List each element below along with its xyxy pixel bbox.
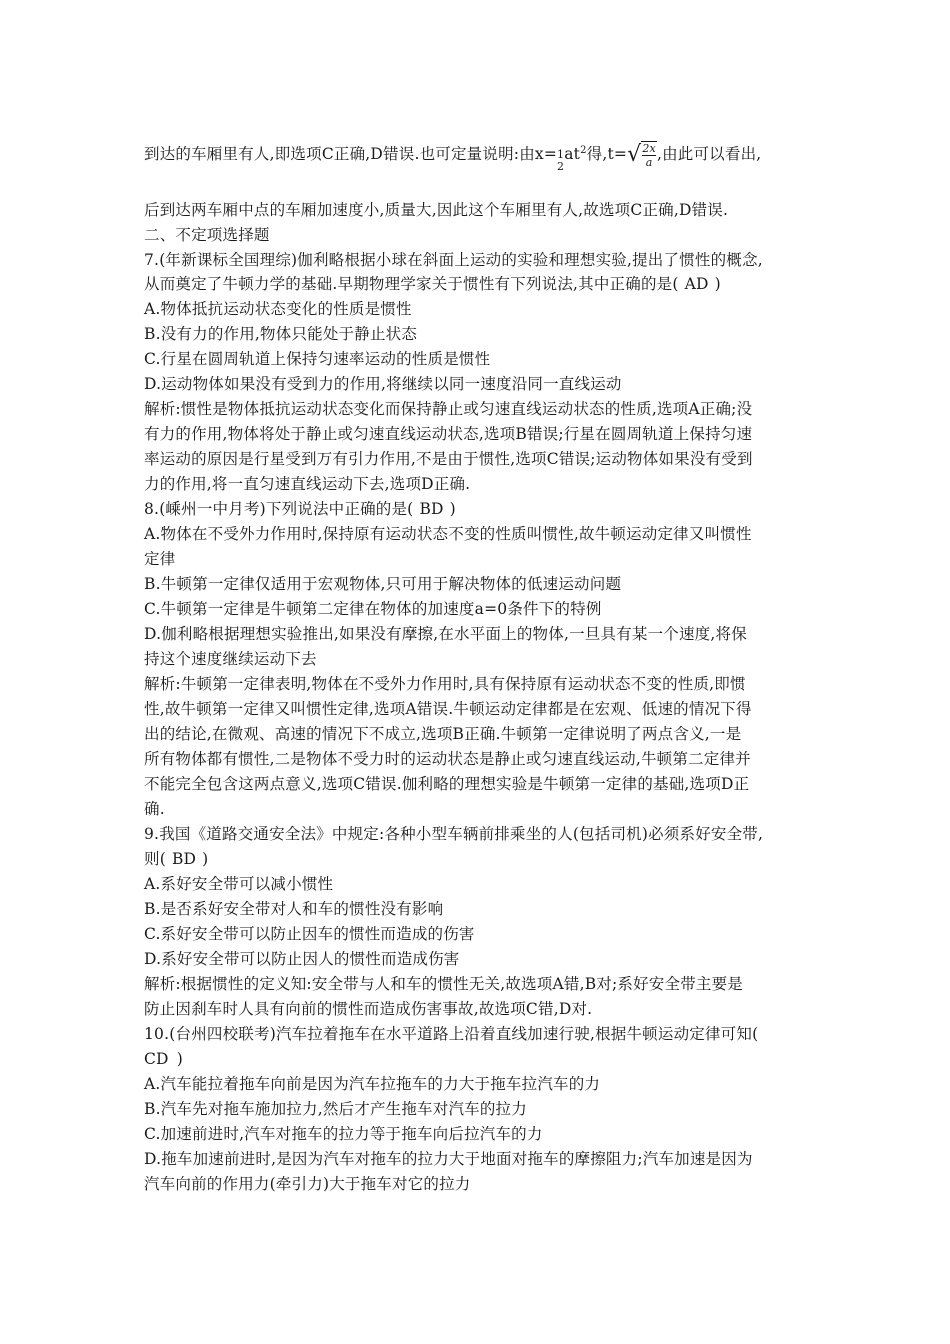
option-d: D.伽利略根据理想实验推出,如果没有摩擦,在水平面上的物体,一旦具有某一个速度,将保 — [144, 625, 747, 643]
analysis-text: 不能完全包含这两点意义,选项C错误.伽利略的理想实验是牛顿第一定律的基础,选项D正 — [144, 775, 750, 793]
question-stem — [144, 272, 721, 296]
option-d: D.运动物体如果没有受到力的作用,将继续以同一速度沿同一直线运动 — [144, 375, 622, 393]
option-c: C.牛顿第一定律是牛顿第二定律在物体的加速度a=0条件下的特例 — [144, 600, 602, 618]
superscript: 2 — [580, 145, 587, 156]
text-line-formula — [144, 139, 762, 174]
analysis-text: 力的作用,将一直匀速直线运动下去,选项D正确. — [144, 475, 471, 493]
sqrt-numerator: 2x — [642, 142, 656, 156]
fraction-one-half — [557, 149, 564, 173]
text-segment: 到达的车厢里有人,即选项C正确,D错误.也可定量说明:由x= — [144, 145, 558, 164]
analysis-text: 有力的作用,物体将处于静止或匀速直线运动状态,选项B错误;行星在圆周轨道上保持匀速 — [144, 425, 753, 443]
question-stem — [144, 497, 456, 521]
analysis-text: 所有物体都有惯性,二是物体不受力时的运动状态是静止或匀速直线运动,牛顿第二定律并 — [144, 750, 751, 768]
text-segment: ) — [202, 850, 209, 868]
text-segment: 从而奠定了牛顿力学的基础.早期物理学家关于惯性有下列说法,其中正确的是( — [144, 275, 679, 293]
analysis-text: 性,故牛顿第一定律又叫惯性定律,选项A错误.牛顿运动定律都是在宏观、低速的情况下得 — [144, 700, 752, 718]
sqrt-denominator: a — [642, 155, 656, 169]
answer-key: BD — [171, 850, 197, 868]
fraction-numerator: 1 — [557, 148, 565, 162]
question-stem — [144, 847, 208, 871]
option-c: C.系好安全带可以防止因车的惯性而造成的伤害 — [144, 925, 475, 943]
text-line: 后到达两车厢中点的车厢加速度小,质量大,因此这个车厢里有人,故选项C正确,D错误. — [144, 201, 729, 219]
radical-sign: √ — [627, 142, 642, 168]
answer-key: AD — [684, 275, 709, 293]
text-segment: ,由此可以看出, — [656, 145, 762, 164]
sqrt-expression — [627, 141, 657, 169]
answer-key: CD — [144, 1050, 169, 1068]
option-d-cont: 持这个速度继续运动下去 — [144, 650, 317, 668]
text-segment: ) — [449, 500, 456, 518]
option-a: A.汽车能拉着拖车向前是因为汽车拉拖车的力大于拖车拉汽车的力 — [144, 1075, 601, 1093]
text-segment: ) — [176, 1050, 183, 1068]
option-b: B.是否系好安全带对人和车的惯性没有影响 — [144, 900, 444, 918]
option-b: B.牛顿第一定律仅适用于宏观物体,只可用于解决物体的低速运动问题 — [144, 575, 622, 593]
analysis-text: 解析:根据惯性的定义知:安全带与人和车的惯性无关,故选项A错,B对;系好安全带主要是 — [144, 975, 744, 993]
option-d: D.拖车加速前进时,是因为汽车对拖车的拉力大于地面对拖车的摩擦阻力;汽车加速是因为 — [144, 1150, 753, 1168]
analysis-text: 出的结论,在微观、高速的情况下不成立,选项B正确.牛顿第一定律说明了两点含义,一是 — [144, 725, 742, 743]
text-segment: 则( — [144, 850, 166, 868]
option-a: A.物体在不受外力作用时,保持原有运动状态不变的性质叫惯性,故牛顿运动定律又叫惯性 — [144, 525, 752, 543]
option-c: C.行星在圆周轨道上保持匀速率运动的性质是惯性 — [144, 350, 491, 368]
option-a: A.系好安全带可以减小惯性 — [144, 875, 334, 893]
text-segment: at — [564, 145, 581, 164]
analysis-text: 解析:惯性是物体抵抗运动状态变化而保持静止或匀速直线运动状态的性质,选项A正确;没 — [144, 400, 753, 418]
section-heading: 二、不定项选择题 — [144, 226, 270, 244]
question-stem: 9.我国《道路交通安全法》中规定:各种小型车辆前排乘坐的人(包括司机)必须系好安全带, — [144, 825, 764, 843]
option-d: D.系好安全带可以防止因人的惯性而造成伤害 — [144, 950, 460, 968]
analysis-text: 率运动的原因是行星受到万有引力作用,不是由于惯性,选项C错误;运动物体如果没有受到 — [144, 450, 753, 468]
answer-key: BD — [419, 500, 444, 518]
option-a: A.物体抵抗运动状态变化的性质是惯性 — [144, 300, 412, 318]
text-segment: ) — [714, 275, 721, 293]
option-b: B.没有力的作用,物体只能处于静止状态 — [144, 325, 418, 343]
question-stem — [144, 1047, 183, 1071]
option-b: B.汽车先对拖车施加拉力,然后才产生拖车对汽车的拉力 — [144, 1100, 527, 1118]
option-c: C.加速前进时,汽车对拖车的拉力等于拖车向后拉汽车的力 — [144, 1125, 543, 1143]
question-stem: 7.(年新课标全国理综)伽利略根据小球在斜面上运动的实验和理想实验,提出了惯性的概念, — [144, 251, 763, 269]
fraction-denominator: 2 — [557, 160, 565, 174]
question-stem: 10.(台州四校联考)汽车拉着拖车在水平道路上沿着直线加速行驶,根据牛顿运动定律可知( — [144, 1025, 759, 1043]
analysis-text: 防止因刹车时人具有向前的惯性而造成伤害事故,故选项C错,D对. — [144, 1000, 593, 1018]
analysis-text: 解析:牛顿第一定律表明,物体在不受外力作用时,具有保持原有运动状态不变的性质,即惯 — [144, 675, 746, 693]
option-d-cont: 汽车向前的作用力(牵引力)大于拖车对它的拉力 — [144, 1175, 471, 1193]
text-segment: 得,t= — [586, 145, 628, 164]
text-segment: 8.(嵊州一中月考)下列说法中正确的是( — [144, 500, 414, 518]
option-a-cont: 定律 — [144, 550, 176, 568]
analysis-text: 确. — [144, 800, 165, 818]
